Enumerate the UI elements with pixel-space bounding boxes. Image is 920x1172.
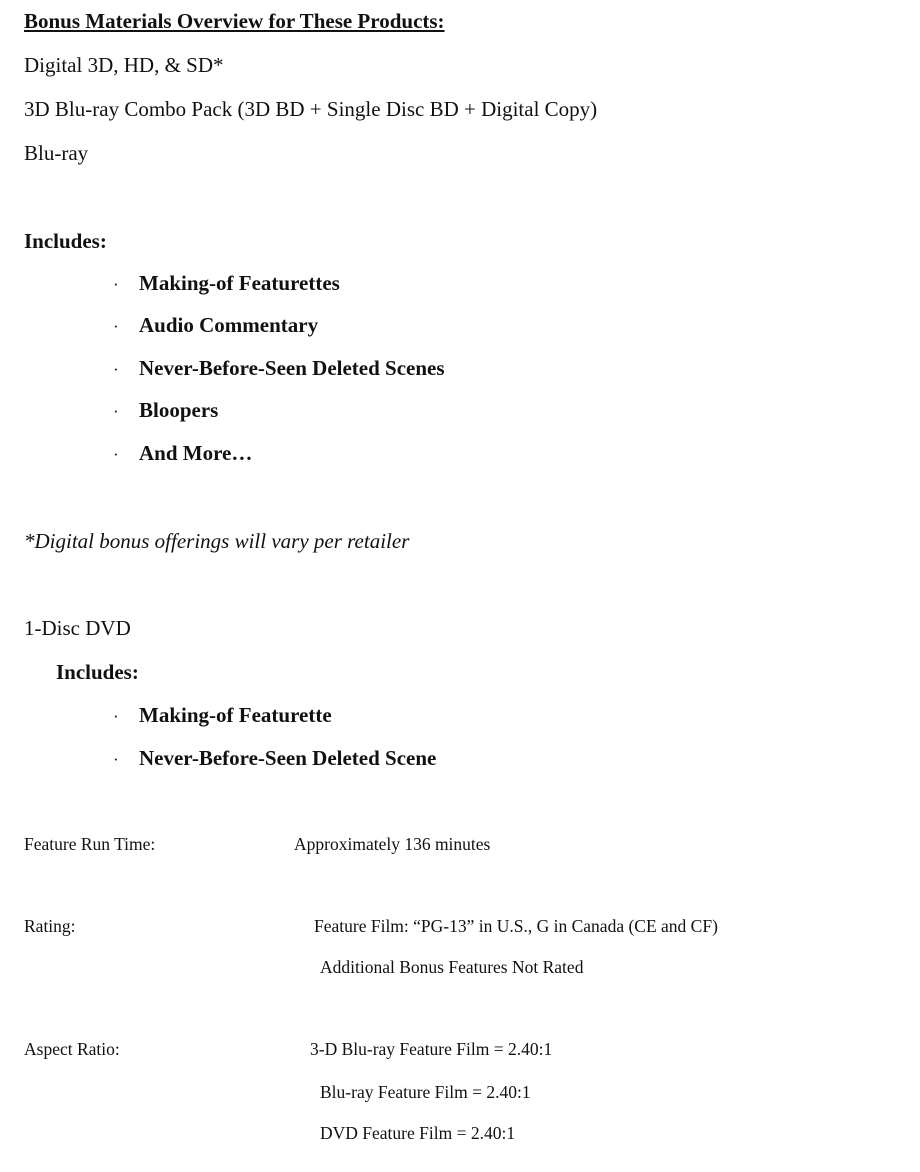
bullet-icon: · <box>113 275 119 294</box>
footnote: *Digital bonus offerings will vary per retailer <box>24 529 410 553</box>
rating-label: Rating: <box>24 916 76 936</box>
aspect-ratio-value: 3-D Blu-ray Feature Film = 2.40:1 <box>310 1039 553 1059</box>
rating-value: Feature Film: “PG-13” in U.S., G in Canada (CE and CF) <box>314 916 718 936</box>
includes-item: Making-of Featurettes <box>139 271 340 295</box>
product-bluray: Blu-ray <box>24 141 89 165</box>
bullet-icon: · <box>113 317 119 336</box>
includes-label: Includes: <box>24 229 107 253</box>
bullet-icon: · <box>113 707 119 726</box>
includes-item: And More… <box>139 441 253 465</box>
bullet-icon: · <box>113 402 119 421</box>
dvd-item: Making-of Featurette <box>139 703 332 727</box>
dvd-title: 1-Disc DVD <box>24 616 131 640</box>
run-time-label: Feature Run Time: <box>24 834 156 854</box>
product-3d-bluray-combo: 3D Blu-ray Combo Pack (3D BD + Single Disc BD + Digital Copy) <box>24 97 598 121</box>
section-heading: Bonus Materials Overview for These Products: <box>24 9 445 33</box>
aspect-ratio-label: Aspect Ratio: <box>24 1039 120 1059</box>
aspect-ratio-value: Blu-ray Feature Film = 2.40:1 <box>320 1082 531 1102</box>
product-digital: Digital 3D, HD, & SD* <box>24 53 224 77</box>
includes-item: Bloopers <box>139 398 219 422</box>
includes-item: Never-Before-Seen Deleted Scenes <box>139 356 445 380</box>
bullet-icon: · <box>113 445 119 464</box>
dvd-includes-label: Includes: <box>56 660 139 684</box>
includes-item: Audio Commentary <box>139 313 319 337</box>
bullet-icon: · <box>113 750 119 769</box>
aspect-ratio-value: DVD Feature Film = 2.40:1 <box>320 1123 516 1143</box>
dvd-item: Never-Before-Seen Deleted Scene <box>139 746 437 770</box>
run-time-value: Approximately 136 minutes <box>294 834 491 854</box>
bullet-icon: · <box>113 360 119 379</box>
rating-value: Additional Bonus Features Not Rated <box>320 957 584 977</box>
